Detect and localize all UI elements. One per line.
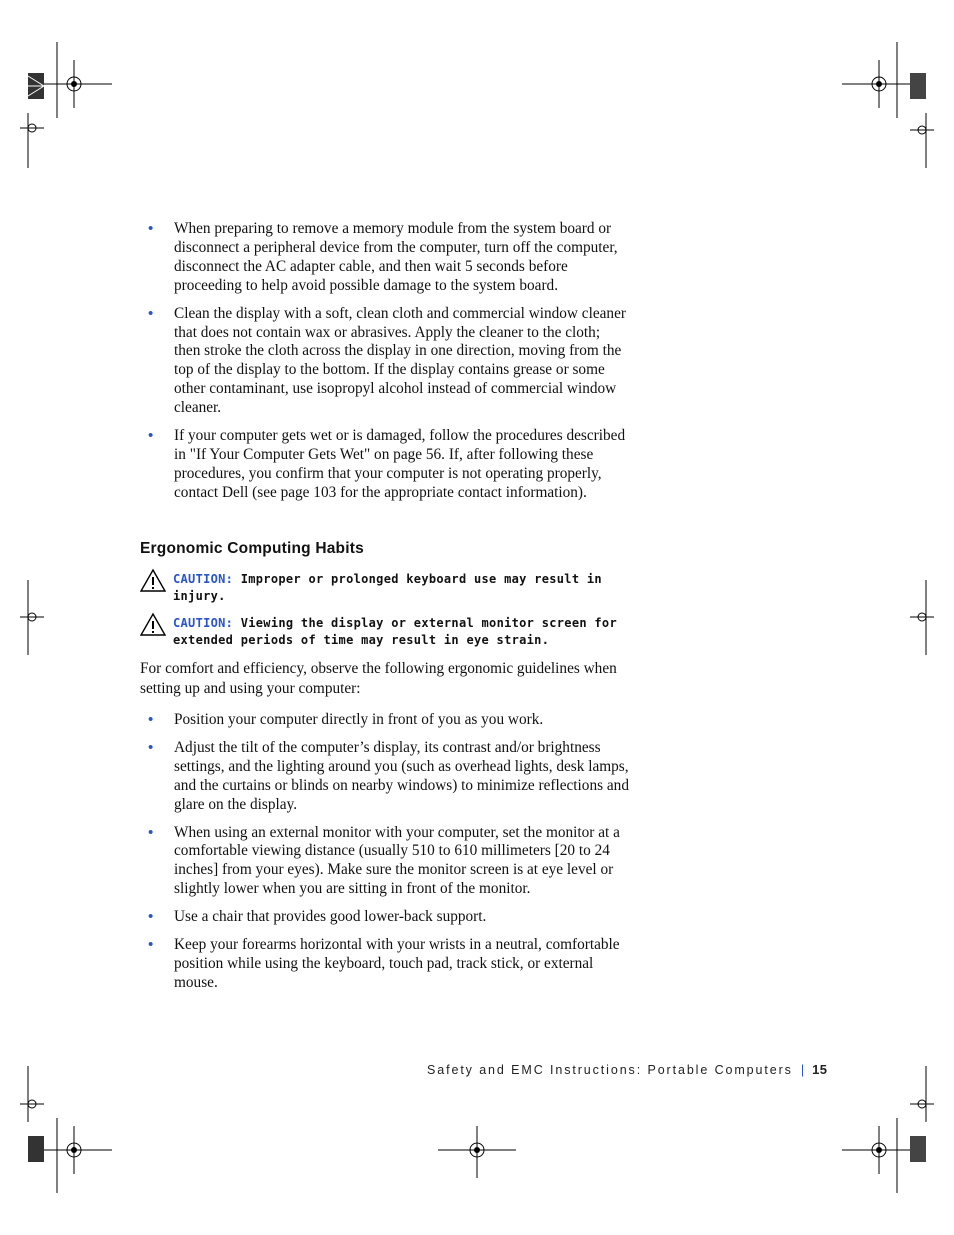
list-item-text: When preparing to remove a memory module from the system board or disconnect a peripheral device from the computer, turn off the computer, disconnect the AC adapter cable, and then wait 5 seconds before proceeding to help avoid possible damage to the system board. bbox=[174, 220, 618, 294]
bullet-icon: • bbox=[148, 908, 154, 926]
list-item-text: Use a chair that provides good lower-back support. bbox=[174, 908, 487, 926]
list-item bbox=[140, 711, 630, 730]
warning-triangle-icon bbox=[140, 568, 166, 592]
list-item bbox=[140, 305, 630, 418]
list-item-text: Adjust the tilt of the computer’s display, its contrast and/or brightness settings, and the lighting around you (such as overhead lights, desk lamps, and the curtains or blinds on nearby windows) to minimize reflections and glare on the display. bbox=[174, 738, 629, 813]
list-item-text: When using an external monitor with your computer, set the monitor at a comfortable viewing distance (usually 510 to 610 millimeters [20 to 24 inches] from your eyes). Make sure the monitor screen is at eye level or slightly lower when you are sitting in front of the monitor. bbox=[174, 823, 620, 898]
caution-text: Improper or prolonged keyboard use may result in injury. bbox=[173, 572, 602, 603]
caution-text: Viewing the display or external monitor screen for extended periods of time may result in eye strain. bbox=[173, 616, 617, 647]
color-bar-icon bbox=[28, 73, 44, 99]
warning-triangle-icon bbox=[140, 612, 166, 636]
list-item bbox=[140, 739, 630, 815]
footer-title: Safety and EMC Instructions: Portable Computers bbox=[427, 1063, 793, 1077]
list-item bbox=[140, 908, 630, 927]
list-item bbox=[140, 824, 630, 900]
page-number: 15 bbox=[812, 1062, 828, 1077]
caution-label: CAUTION: bbox=[173, 616, 234, 630]
list-item-text: Keep your forearms horizontal with your wrists in a neutral, comfortable position while using the keyboard, touch pad, track stick, or external mouse. bbox=[174, 936, 620, 991]
bullet-icon: • bbox=[148, 823, 154, 841]
ergonomic-guidelines-list bbox=[140, 711, 630, 1002]
list-item bbox=[140, 427, 630, 503]
color-bar-icon bbox=[910, 1136, 926, 1162]
list-item-text: If your computer gets wet or is damaged, follow the procedures described in "If Your Computer Gets Wet" on page 56. If, after following these procedures, you confirm that your computer is not operating properly, contact Dell (see page 103 for the appropriate contact information). bbox=[174, 427, 626, 501]
footer-separator: | bbox=[800, 1063, 805, 1077]
bullet-icon: • bbox=[148, 220, 154, 237]
bullet-icon: • bbox=[148, 936, 154, 954]
page-footer bbox=[427, 1062, 828, 1077]
color-bar-icon bbox=[910, 73, 926, 99]
caution-notice bbox=[140, 615, 620, 649]
caution-label: CAUTION: bbox=[173, 572, 234, 586]
color-bar-icon bbox=[28, 1136, 44, 1162]
list-item bbox=[140, 936, 630, 993]
section-heading: Ergonomic Computing Habits bbox=[140, 540, 364, 557]
intro-paragraph: For comfort and efficiency, observe the following ergonomic guidelines when setting up and using your computer: bbox=[140, 660, 617, 697]
bullet-icon: • bbox=[148, 427, 154, 445]
list-item bbox=[140, 220, 630, 296]
bullet-icon: • bbox=[148, 304, 154, 322]
bullet-icon: • bbox=[148, 738, 154, 756]
list-item-text: Clean the display with a soft, clean cloth and commercial window cleaner that does not contain wax or abrasives. Apply the cleaner to the cloth; then stroke the cloth across the display in one direction, moving from the top of the display to the bottom. If the display contains grease or some other contaminant, use isopropyl alcohol instead of commercial window cleaner. bbox=[174, 304, 626, 417]
precautions-list bbox=[140, 220, 630, 512]
list-item-text: Position your computer directly in front of you as you work. bbox=[174, 711, 544, 728]
caution-notice bbox=[140, 571, 620, 605]
bullet-icon: • bbox=[148, 711, 154, 728]
